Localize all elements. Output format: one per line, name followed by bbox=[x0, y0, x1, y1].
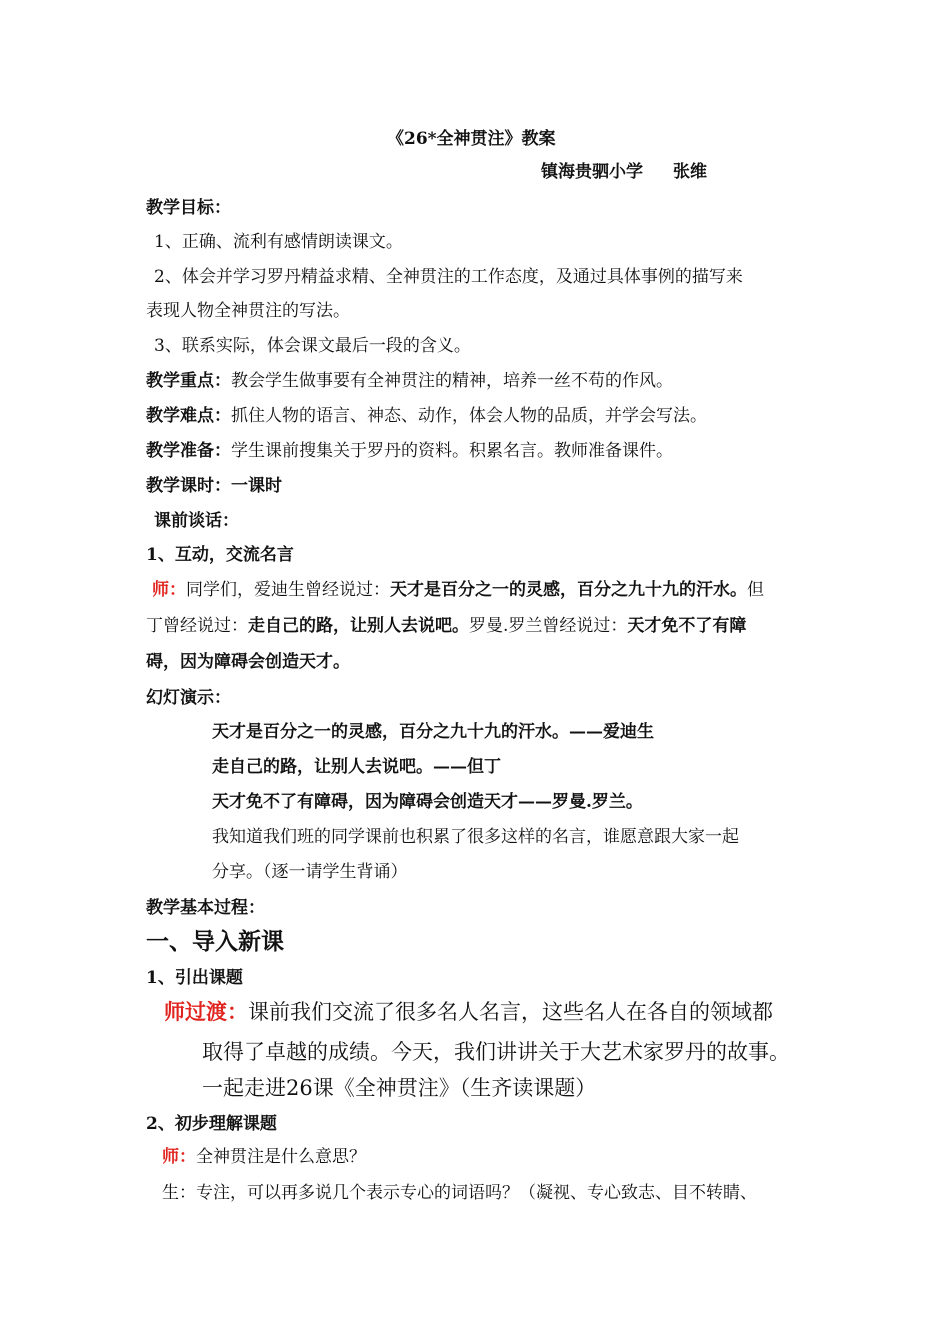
objective-2-line1: 2、体会并学习罗丹精益求精、全神贯注的工作态度，及通过具体事例的描写来 bbox=[154, 267, 743, 287]
quote-intro-1: 同学们，爱迪生曾经说过： bbox=[186, 580, 390, 600]
quote-rolland: 天才免不了有障 bbox=[627, 616, 747, 636]
key-point-text: 教会学生做事要有全神贯注的精神，培养一丝不苟的作风。 bbox=[231, 371, 673, 391]
student-answer: 生：专注，可以再多说几个表示专心的词语吗？（凝视、专心致志、目不转睛、 bbox=[162, 1183, 757, 1203]
section-interact: 1、互动，交流名言 bbox=[146, 545, 294, 565]
part1-step2: 2、初步理解课题 bbox=[146, 1114, 277, 1134]
transition-text-1: 课前我们交流了很多名人名言，这些名人在各自的领域都 bbox=[248, 1000, 773, 1024]
basic-process-heading: 教学基本过程： bbox=[146, 898, 265, 918]
key-point bbox=[146, 369, 673, 393]
transition-label: 师过渡： bbox=[164, 999, 248, 1024]
period-text: 一课时 bbox=[231, 476, 282, 496]
school-name: 镇海贵驷小学 bbox=[541, 162, 643, 182]
key-point-label: 教学重点： bbox=[146, 371, 231, 391]
teacher-question bbox=[162, 1145, 366, 1169]
objective-1: 1、正确、流利有感情朗读课文。 bbox=[154, 232, 403, 252]
teacher-quote-line3: 碍，因为障碍会创造天才。 bbox=[146, 652, 350, 672]
author-name: 张维 bbox=[673, 162, 707, 182]
slides-label: 幻灯演示： bbox=[146, 688, 231, 708]
slide-note-line1: 我知道我们班的同学课前也积累了很多这样的名言，谁愿意跟大家一起 bbox=[212, 827, 739, 847]
teacher-question-text: 全神贯注是什么意思？ bbox=[196, 1147, 366, 1167]
transition-line1 bbox=[164, 997, 773, 1027]
transition-line3: 一起走进26课《全神贯注》（生齐读课题） bbox=[202, 1076, 597, 1100]
part1-step1: 1、引出课题 bbox=[146, 968, 243, 988]
objective-2-line2: 表现人物全神贯注的写法。 bbox=[146, 301, 350, 321]
quote-intro-4: 罗曼.罗兰曾经说过： bbox=[469, 616, 628, 636]
slide-quote-2: 走自己的路，让别人去说吧。——但丁 bbox=[212, 757, 501, 777]
slide-quote-3: 天才免不了有障碍，因为障碍会创造天才——罗曼.罗兰。 bbox=[212, 792, 643, 812]
quote-dante: 走自己的路，让别人去说吧。 bbox=[248, 616, 469, 636]
difficulty-text: 抓住人物的语言、神态、动作，体会人物的品质，并学会写法。 bbox=[231, 406, 707, 426]
document-title: 《26*全神贯注》教案 bbox=[387, 129, 556, 149]
preparation bbox=[146, 439, 673, 463]
objectives-label: 教学目标： bbox=[146, 198, 231, 218]
part1-heading: 一、导入新课 bbox=[146, 928, 284, 955]
teacher-label-2: 师： bbox=[162, 1147, 196, 1167]
teacher-label: 师： bbox=[152, 580, 186, 600]
slide-note-line2: 分享。（逐一请学生背诵） bbox=[212, 862, 408, 882]
teacher-quote-line2 bbox=[146, 614, 746, 638]
teacher-quote-line1 bbox=[152, 578, 764, 602]
period-label: 教学课时： bbox=[146, 476, 231, 496]
quote-edison: 天才是百分之一的灵感，百分之九十九的汗水。 bbox=[390, 580, 747, 600]
author-line bbox=[541, 160, 707, 184]
preparation-text: 学生课前搜集关于罗丹的资料。积累名言。教师准备课件。 bbox=[231, 441, 673, 461]
slide-quote-1: 天才是百分之一的灵感，百分之九十九的汗水。——爱迪生 bbox=[212, 722, 654, 742]
quote-intro-3: 丁曾经说过： bbox=[146, 616, 248, 636]
pre-talk-heading: 课前谈话： bbox=[154, 511, 239, 531]
difficulty bbox=[146, 404, 707, 428]
period bbox=[146, 474, 282, 498]
quote-intro-2: 但 bbox=[747, 580, 764, 600]
transition-line2: 取得了卓越的成绩。今天，我们讲讲关于大艺术家罗丹的故事。 bbox=[202, 1040, 790, 1064]
difficulty-label: 教学难点： bbox=[146, 406, 231, 426]
preparation-label: 教学准备： bbox=[146, 441, 231, 461]
objective-3: 3、联系实际，体会课文最后一段的含义。 bbox=[154, 336, 471, 356]
